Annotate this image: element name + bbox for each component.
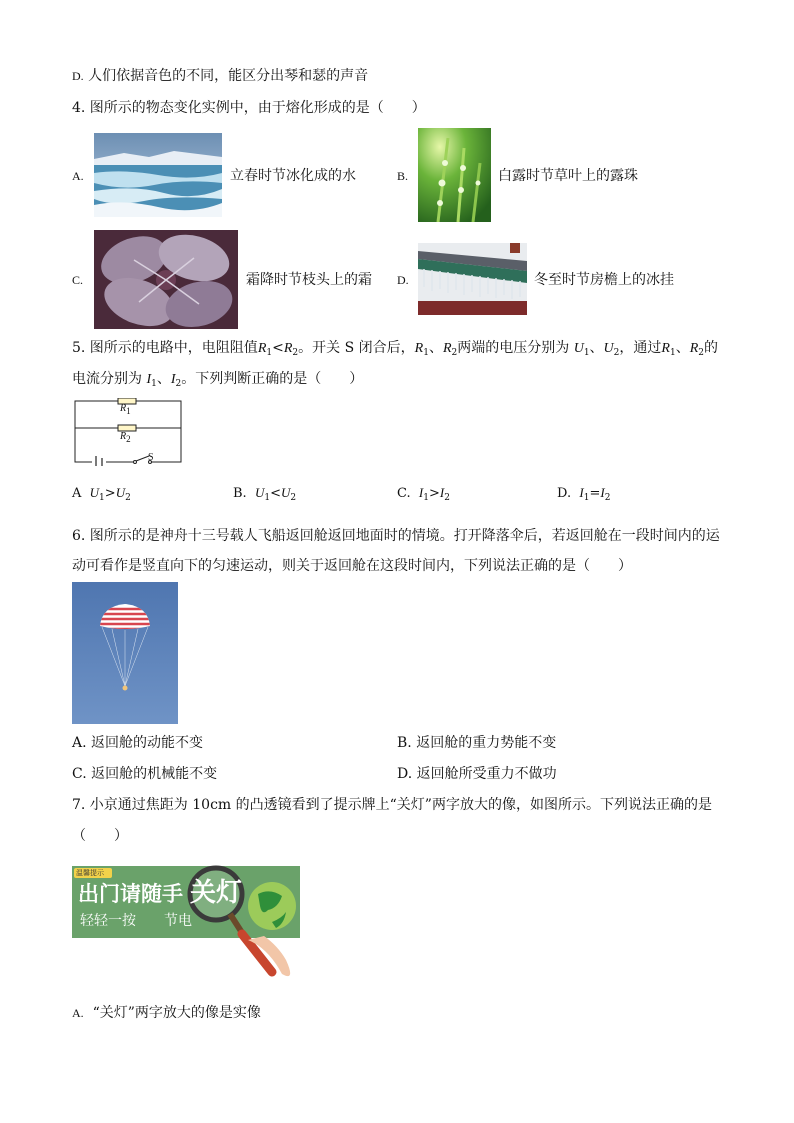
option-text: 人们依据音色的不同，能区分出琴和瑟的声音 xyxy=(88,68,369,84)
q5-option-d: D. $I_1=I_2$ xyxy=(557,485,611,503)
circuit-diagram xyxy=(72,398,184,466)
sign-sub-text-2: 节电 xyxy=(164,913,192,929)
sign-tag: 温馨提示 xyxy=(76,869,104,877)
ice-melting-photo xyxy=(94,133,222,217)
option-text: “关灯”两字放大的像是实像 xyxy=(92,1005,261,1021)
stem-text: 。下列判断正确的是（ ） xyxy=(181,371,364,387)
option-letter: A. xyxy=(72,1006,84,1020)
q4-stem: 4. 图所示的物态变化实例中，由于熔化形成的是（ ） xyxy=(72,100,426,116)
sign-sub-text-1: 轻轻一按 xyxy=(80,913,136,929)
stem-text: 的 xyxy=(704,340,718,356)
q4-option-c-caption: 霜降时节枝头上的霜 xyxy=(246,272,372,288)
stem-text: 。开关 S 闭合后， xyxy=(298,340,415,356)
q7-option-a xyxy=(72,1004,261,1022)
q4-option-c-letter: C. xyxy=(72,273,84,287)
switch-label: S xyxy=(148,452,154,463)
magnifier-sign-photo xyxy=(72,864,302,986)
q7-stem-line2: （ ） xyxy=(72,828,128,844)
q4-option-a-letter: A. xyxy=(72,169,84,183)
q6-option-b: B. 返回舱的重力势能不变 xyxy=(397,735,557,751)
q5-option-b: B. $U_1<U_2$ xyxy=(233,485,297,503)
stem-text: 两端的电压分别为 xyxy=(457,340,570,356)
q5-stem-line1: 5. 图所示的电路中，电阻阻值$R_1<R_2$。开关 S 闭合后，$R_1$、$R_2$两端的电压分别为 $U_1$、$U_2$，通过$R_1$、$R_2$的 xyxy=(72,340,718,358)
q4-option-b-letter: B. xyxy=(397,169,409,183)
q6-option-d: D. 返回舱所受重力不做功 xyxy=(397,766,557,782)
option-letter: B. xyxy=(233,486,247,501)
parachute-capsule-photo xyxy=(72,582,178,724)
option-letter: D. xyxy=(557,486,572,501)
q3-option-d xyxy=(72,67,368,85)
q6-option-a: A. 返回舱的动能不变 xyxy=(72,735,204,751)
q6-stem-line1: 6. 图所示的是神舟十三号载人飞船返回舱返回地面时的情境。打开降落伞后，若返回舱在一段时间内的运 xyxy=(72,528,720,544)
option-letter: C. xyxy=(397,486,411,501)
q7-stem-line1: 7. 小京通过焦距为 10cm 的凸透镜看到了提示牌上“关灯”两字放大的像，如图所示。下列说法正确的是 xyxy=(72,797,712,813)
q4-option-b-caption: 白露时节草叶上的露珠 xyxy=(498,168,638,184)
stem-text: 电流分别为 xyxy=(72,371,142,387)
r2-label: $R_2$ xyxy=(120,431,131,444)
stem-text: 5. 图所示的电路中，电阻阻值 xyxy=(72,340,258,356)
option-letter: D. xyxy=(72,69,84,83)
r1-label: $R_1$ xyxy=(120,403,131,416)
sign-main-text: 出门请随手 xyxy=(78,882,183,906)
q5-stem-line2: 电流分别为 $I_1$、$I_2$。下列判断正确的是（ ） xyxy=(72,371,364,389)
option-letter: A xyxy=(72,486,82,501)
dew-grass-photo xyxy=(418,128,491,222)
q4-option-a-caption: 立春时节冰化成的水 xyxy=(230,168,356,184)
q5-option-a: A $U_1>U_2$ xyxy=(72,485,131,503)
sign-magnified-text: 关灯 xyxy=(190,878,243,908)
frost-leaves-photo xyxy=(94,230,238,329)
q6-option-c: C. 返回舱的机械能不变 xyxy=(72,766,218,782)
q6-stem-line2: 动可看作是竖直向下的匀速运动，则关于返回舱在这段时间内，下列说法正确的是（ ） xyxy=(72,558,632,574)
q5-option-c: C. $I_1>I_2$ xyxy=(397,485,450,503)
q4-option-d-caption: 冬至时节房檐上的冰挂 xyxy=(534,272,674,288)
q4-option-d-letter: D. xyxy=(397,273,409,287)
icicle-eaves-photo xyxy=(418,243,527,315)
stem-text: ，通过 xyxy=(619,340,662,356)
